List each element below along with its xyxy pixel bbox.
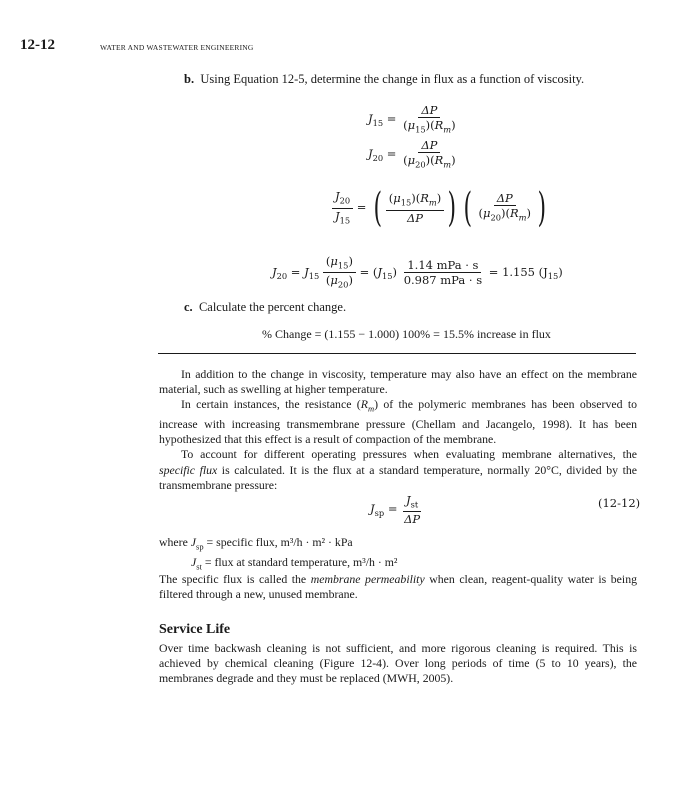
equation-result: $J_{20} = J_{15}$ $\frac{(\mu_{15})}{(\mu_{20})}$ = $(J_{15})$ $\frac{\text{1.14 mPa · s}}{\text{0.987 mPa · s}}$ = 1.155 $(J_{15})$ bbox=[272, 254, 563, 290]
result-close: ) bbox=[558, 264, 563, 279]
divider bbox=[158, 353, 636, 354]
delta-p: ΔP bbox=[406, 210, 423, 225]
equation-specific-flux: $J_{sp}$ = $\frac{J_{st}}{\Delta P}$ bbox=[370, 493, 423, 526]
delta-p: ΔP bbox=[418, 103, 440, 118]
step-b-label: b. bbox=[184, 72, 195, 86]
step-b bbox=[184, 72, 584, 87]
delta-p: ΔP bbox=[418, 138, 440, 153]
where-line-1: where $J_{sp}$ = specific flux, m³/h · m² · kPa bbox=[159, 535, 353, 552]
equation-j20: $J_{20}$ = $\frac{\Delta P}{(\mu_{20})(R_m)}$ bbox=[368, 138, 456, 170]
viscosity-20: 0.987 mPa · s bbox=[403, 273, 483, 288]
result-sub: 15 bbox=[547, 271, 559, 282]
running-head: WATER AND WASTEWATER ENGINEERING bbox=[100, 43, 254, 52]
equation-ratio: $\frac{J_{20}}{J_{15}}$ = ( $\frac{(\mu_{15})(R_m)}{\Delta P}$ ) ( $\frac{\Delta P}{(\mu_{20})(R_m)}$ ) bbox=[332, 188, 550, 228]
viscosity-15: 1.14 mPa · s bbox=[404, 258, 481, 273]
delta-p: ΔP bbox=[494, 191, 516, 206]
equation-j15: $J_{15}$ = $\frac{\Delta P}{(\mu_{15})(R_m)}$ bbox=[368, 103, 456, 135]
step-b-text: Using Equation 12-5, determine the change in flux as a function of viscosity. bbox=[200, 72, 585, 86]
paragraph-2: In certain instances, the resistance $(R_m)$ of the polymeric membranes has been observed to increase with increasing transmembrane pressure (Chellam and Jacangelo, 1998). It has been hypothesized that this effect is a result of compaction of the membrane. bbox=[159, 397, 637, 447]
percent-change: % Change = (1.155 − 1.000) 100% = 15.5% increase in flux bbox=[262, 327, 551, 341]
where-line-2: $J_{st}$ = flux at standard temperature, m³/h · m² bbox=[191, 554, 398, 571]
paragraph-4: The specific flux is called the membrane permeability when clean, reagent-quality water is being filtered through a new, unused membrane. bbox=[159, 572, 637, 602]
paragraph-3: To account for different operating pressures when evaluating membrane alternatives, the specific flux is calculated. It is the flux at a standard temperature, normally 20°C, divided by the transmembrane pressure: bbox=[159, 447, 637, 492]
result-value: = 1.155 (J bbox=[488, 264, 548, 279]
section-text: Over time backwash cleaning is not sufficient, and more rigorous cleaning is required. This is achieved by chemical cleaning (Figure 12-4). Over long periods of time (5 to 10 years), the membranes degrade and they must be replaced (MWH, 2005). bbox=[159, 641, 637, 686]
page-number: 12-12 bbox=[20, 37, 55, 53]
body-text bbox=[159, 367, 637, 493]
term-membrane-permeability: membrane permeability bbox=[310, 572, 425, 586]
term-specific-flux: specific flux bbox=[159, 462, 218, 477]
equation-number: (12-12) bbox=[598, 496, 641, 510]
paragraph-1: In addition to the change in viscosity, temperature may also have an effect on the membrane material, such as swelling at higher temperature. bbox=[159, 367, 637, 397]
step-c-text: Calculate the percent change. bbox=[198, 300, 347, 314]
step-c-label: c. bbox=[184, 300, 193, 314]
where-definitions bbox=[159, 535, 637, 574]
section-heading: Service Life bbox=[159, 622, 231, 637]
step-c bbox=[184, 300, 346, 315]
delta-p: ΔP bbox=[404, 512, 421, 527]
